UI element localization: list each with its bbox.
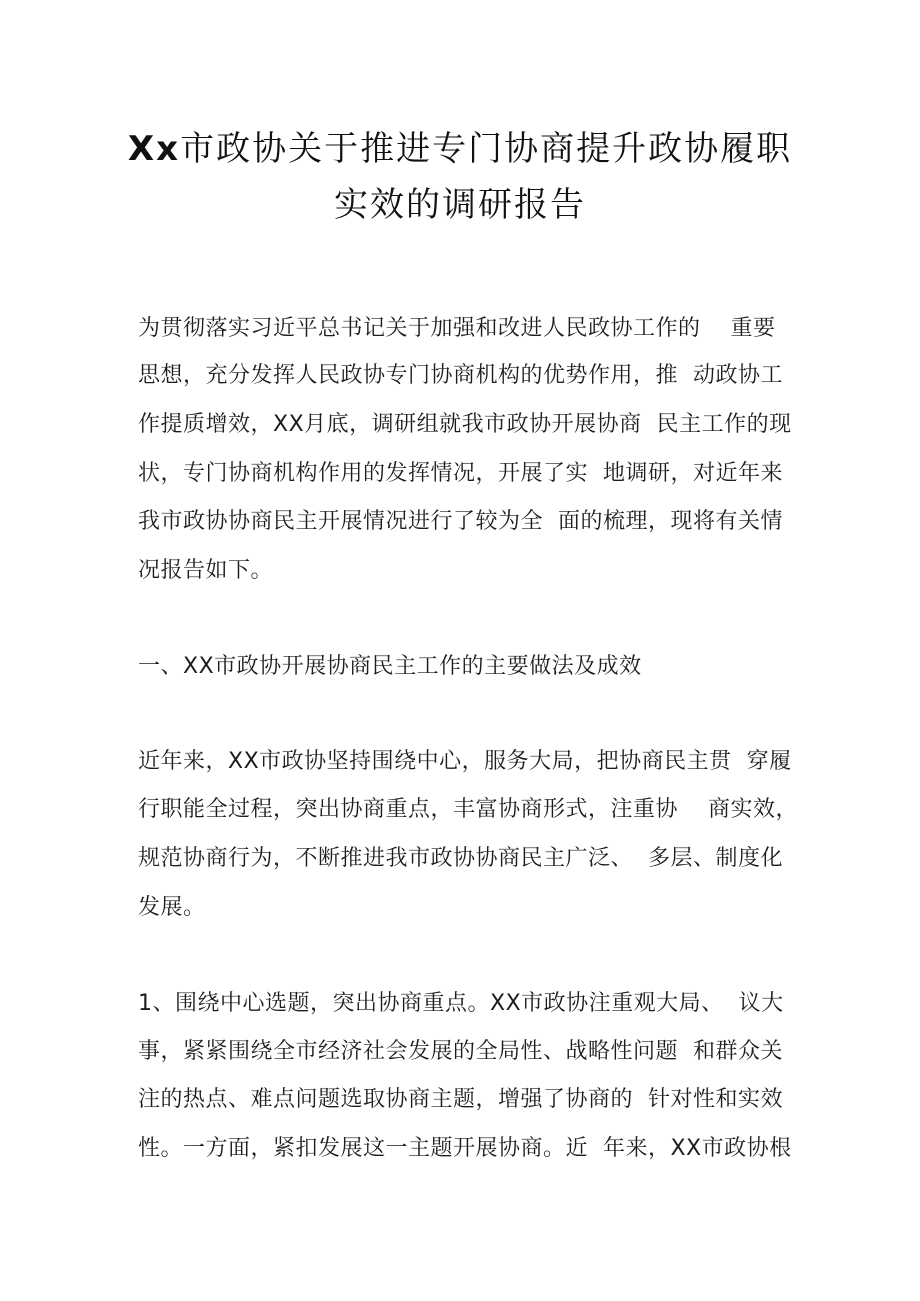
para3-line-3: 注的热点、难点问题选取协商主题，增强了协商的 针对性和实效 — [138, 1087, 783, 1112]
intro-line-4: 状，专门协商机构作用的发挥情况，开展了实 地调研，对近年来 — [138, 461, 783, 486]
para2-line-1: 近年来，XX市政协坚持围绕中心，服务大局，把协商民主贯 穿履 — [138, 749, 792, 774]
title-line-1-text: 市政协关于推进专门协商提升政协履职 — [180, 129, 793, 169]
document-title-line-1 — [0, 128, 920, 170]
title-prefix: Xx — [127, 129, 181, 169]
intro-line-2: 思想，充分发挥人民政协专门协商机构的优势作用，推 动政协工 — [138, 363, 783, 388]
intro-line-3: 作提质增效，XX月底，调研组就我市政协开展协商 民主工作的现 — [138, 412, 792, 437]
para2-line-2: 行职能全过程，突出协商重点，丰富协商形式，注重协 商实效， — [138, 797, 798, 822]
para2-line-3: 规范协商行为，不断推进我市政协协商民主广泛、 多层、制度化 — [138, 846, 783, 871]
document-title-line-2: 实效的调研报告 — [334, 185, 586, 225]
para3-line-1: 1、围绕中心选题，突出协商重点。XX市政协注重观大局、 议大 — [138, 991, 784, 1016]
para2-line-4: 发展。 — [138, 895, 206, 920]
para3-line-4: 性。一方面，紧扣发展这一主题开展协商。近 年来，XX市政协根 — [138, 1136, 792, 1161]
section-1-heading: 一、XX市政协开展协商民主工作的主要做法及成效 — [138, 654, 642, 679]
intro-line-1: 为贯彻落实习近平总书记关于加强和改进人民政协工作的 重要 — [138, 316, 776, 341]
para3-line-2: 事，紧紧围绕全市经济社会发展的全局性、战略性问题 和群众关 — [138, 1039, 783, 1064]
intro-line-6: 况报告如下。 — [138, 558, 274, 583]
intro-line-5: 我市政协协商民主开展情况进行了较为全 面的梳理，现将有关情 — [138, 509, 783, 534]
